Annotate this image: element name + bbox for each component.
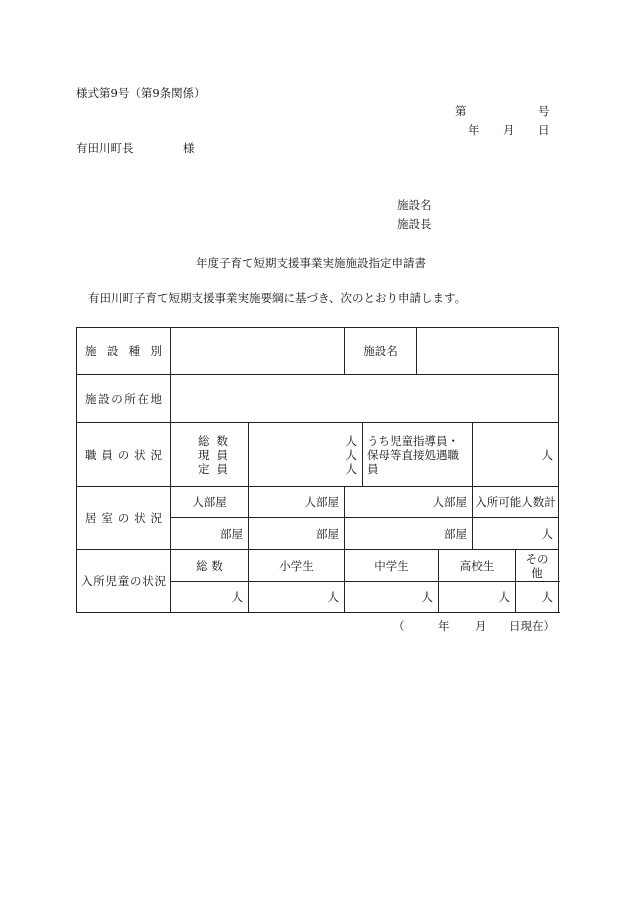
staff-total-label: 総 数 — [198, 433, 228, 448]
rooms-capacity-unit: 人 — [473, 518, 559, 550]
row-children-top — [77, 550, 559, 582]
facility-head-label: 施設長 — [397, 217, 432, 231]
doc-number-go: 号 — [538, 104, 550, 118]
children-header-total: 総 数 — [171, 550, 249, 582]
rooms-label: 居 室 の 状 況 — [77, 487, 171, 550]
doc-number-dai: 第 — [455, 104, 467, 118]
document-title: 年度子育て短期支援事業実施施設指定申請書 — [196, 256, 426, 270]
date-year: 年 — [468, 123, 480, 137]
addressee-sama: 様 — [183, 141, 195, 155]
children-elementary-unit: 人 — [249, 582, 345, 613]
children-other-unit: 人 — [516, 582, 559, 613]
as-of-month: 月 — [475, 619, 487, 633]
date-day: 日 — [538, 123, 550, 137]
row-location — [77, 375, 559, 423]
rooms-count-3: 部屋 — [345, 518, 473, 550]
application-table — [76, 327, 559, 613]
staff-quota-unit: 人 — [345, 461, 357, 476]
children-high-school-unit: 人 — [439, 582, 516, 613]
staff-total-unit: 人 — [345, 433, 357, 448]
staff-current-label: 現 員 — [198, 447, 228, 462]
location-label: 施設の所在地 — [77, 375, 171, 423]
rooms-capacity-label: 入所可能人数計 — [473, 487, 559, 518]
facility-name-value — [417, 328, 559, 375]
staff-label: 職 員 の 状 況 — [77, 423, 171, 487]
date-month: 月 — [503, 123, 515, 137]
rooms-type-1: 人部屋 — [171, 487, 249, 518]
rooms-type-2: 人部屋 — [249, 487, 345, 518]
children-header-junior-high: 中学生 — [345, 550, 439, 582]
staff-quota-label: 定 員 — [198, 461, 228, 476]
staff-lines — [171, 423, 249, 487]
facility-type-value — [171, 328, 345, 375]
children-label: 入所児童の状況 — [77, 550, 171, 613]
facility-name-label: 施設名 — [397, 198, 432, 212]
form-number: 様式第9号（第9条関係） — [76, 86, 206, 100]
staff-current-unit: 人 — [345, 447, 357, 462]
staff-units — [249, 423, 363, 487]
direct-staff-label: うち児童指導員・保母等直接処遇職員 — [363, 423, 473, 487]
rooms-count-1: 部屋 — [171, 518, 249, 550]
as-of-year: 年 — [438, 619, 450, 633]
children-header-elementary: 小学生 — [249, 550, 345, 582]
as-of-open: （ — [393, 619, 405, 633]
as-of-day-current: 日現在） — [509, 619, 555, 633]
children-header-other: その他 — [516, 550, 559, 582]
location-value — [171, 375, 559, 423]
rooms-type-3: 人部屋 — [345, 487, 473, 518]
row-rooms-top — [77, 487, 559, 518]
row-facility-type — [77, 328, 559, 375]
facility-name-cell-label: 施設名 — [345, 328, 417, 375]
children-junior-high-unit: 人 — [345, 582, 439, 613]
addressee-name: 有田川町長 — [76, 141, 134, 155]
row-staff — [77, 423, 559, 487]
facility-type-label: 施 設 種 別 — [77, 328, 171, 375]
intro-text: 有田川町子育て短期支援事業実施要綱に基づき、次のとおり申請します。 — [88, 291, 467, 305]
rooms-count-2: 部屋 — [249, 518, 345, 550]
children-header-high-school: 高校生 — [439, 550, 516, 582]
children-total-unit: 人 — [171, 582, 249, 613]
direct-staff-unit: 人 — [473, 423, 559, 487]
